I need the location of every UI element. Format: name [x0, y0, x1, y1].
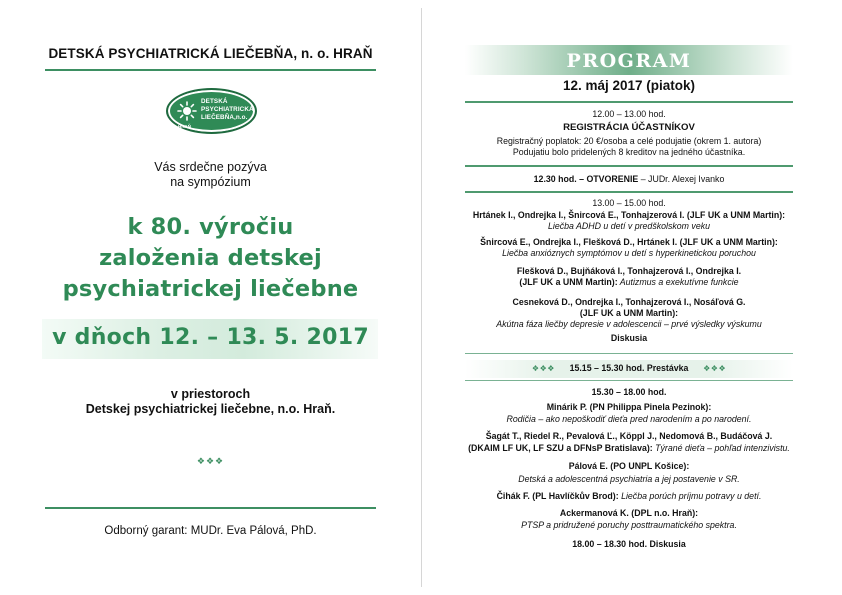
talk-line: [465, 443, 793, 454]
talk-affiliation: (DKAIM LF UK, LF SZU a DFNsP Bratislava):: [468, 443, 653, 453]
talk-title: PTSP a pridružené poruchy posttraumatického spektra.: [521, 520, 737, 530]
organization-logo: [166, 88, 257, 134]
ornament-icon: ❖❖❖: [531, 364, 555, 373]
headline-line-3: psychiatrickej liečebne: [62, 276, 359, 302]
top-rule: [45, 69, 376, 71]
invitation-text: [0, 160, 421, 190]
discussion-label: Diskusia: [610, 333, 648, 343]
symposium-headline: [0, 212, 421, 305]
sun-figure-icon: [177, 101, 197, 121]
opening-row: [465, 174, 793, 185]
talk-authors: Šnircová E., Ondrejka I., Flešková D., Hrtánek I. (JLF UK a UNM Martin):: [480, 237, 778, 247]
registration-fee: Registračný poplatok: 20 €/osoba a celé podujatie (okrem 1. autora): [496, 136, 762, 146]
opening-speaker: – JUDr. Alexej Ivanko: [638, 174, 725, 184]
event-dates: v dňoch 12. – 13. 5. 2017: [52, 325, 369, 350]
registration-credits: Podujatiu bolo pridelených 8 kreditov na jedného účastníka.: [512, 147, 746, 157]
talk-affiliation: (JLF UK a UNM Martin):: [519, 277, 618, 287]
program-title: PROGRAM: [566, 50, 692, 72]
venue: Detskej psychiatrickej liečebne, n.o. Hraň.: [85, 402, 336, 416]
section-separator: [465, 353, 793, 354]
logo-line-2: PSYCHIATRICKÁ: [201, 106, 254, 113]
talk-title: Liečba porúch príjmu potravy u detí.: [618, 491, 762, 501]
talk-title: Rodičia – ako nepoškodiť dieťa pred narodením a po narodení.: [506, 414, 752, 424]
talk-authors: Cesneková D., Ondrejka I., Tonhajzerová I., Nosáľová G.: [512, 297, 746, 307]
talk-authors: Minárik P. (PN Philippa Pinela Pezinok):: [546, 402, 712, 412]
headline-line-1: k 80. výročiu: [127, 214, 294, 240]
logo-line-3: LIEČEBŇA,n.o.: [201, 114, 248, 121]
talk-authors: Čihák F. (PL Havlíčkův Brod):: [496, 491, 619, 501]
program-page: [421, 0, 842, 595]
break-row: [465, 363, 793, 374]
talk-title: Liečba anxióznych symptómov u detí s hyperkinetickou poruchou: [502, 248, 756, 258]
ornament-divider: ❖❖❖: [196, 456, 225, 466]
invite-line-1: Vás srdečne pozýva: [154, 160, 267, 174]
registration-time: 12.00 – 13.00 hod.: [592, 109, 666, 119]
scientific-guarantor: Odborný garant: MUDr. Eva Pálová, PhD.: [104, 525, 317, 537]
talk-line: [465, 277, 793, 288]
talk-affiliation: (JLF UK a UNM Martin):: [579, 308, 679, 318]
invite-line-2: na sympózium: [170, 175, 251, 189]
opening-time: 12.30 hod. – OTVORENIE: [533, 174, 639, 184]
section-separator: [465, 101, 793, 103]
program-date: 12. máj 2017 (piatok): [562, 78, 696, 93]
talk-authors: Flešková D., Bujňáková I., Tonhajzerová I., Ondrejka I.: [516, 266, 742, 276]
talk-authors: Hrtánek I., Ondrejka I., Šnircová E., Tonhajzerová I. (JLF UK a UNM Martin):: [472, 210, 786, 220]
block2-time: 15.30 – 18.00 hod.: [591, 387, 667, 397]
section-separator: [465, 165, 793, 167]
talk-title: Liečba ADHD u detí v predškolskom veku: [548, 221, 710, 231]
section-separator: [465, 191, 793, 193]
talk-authors: Šagát T., Riedel R., Pevalová Ľ., Köppl J., Nedomová B., Budáčová J.: [485, 431, 773, 441]
talk-authors: Pálová E. (PO UNPL Košice):: [568, 461, 690, 471]
break-label: 15.15 – 15.30 hod. Prestávka: [569, 363, 689, 373]
registration-title: REGISTRÁCIA ÚČASTNÍKOV: [563, 122, 695, 133]
talk-title: Autizmus a exekutívne funkcie: [617, 277, 739, 287]
talk-line: [465, 491, 793, 502]
bottom-rule: [45, 507, 376, 509]
talk-title: Týrané dieťa – pohľad intenzivistu.: [652, 443, 790, 453]
logo-text: [201, 98, 257, 122]
ornament-icon: ❖❖❖: [703, 364, 727, 373]
closing-discussion: 18.00 – 18.30 hod. Diskusia: [572, 539, 686, 549]
organization-title: DETSKÁ PSYCHIATRICKÁ LIEČEBŇA, n. o. HRAŇ: [48, 46, 373, 61]
section-separator: [465, 380, 793, 381]
talk-title: Detská a adolescentná psychiatria a jej postavenie v SR.: [518, 474, 740, 484]
talk-title: Akútna fáza liečby depresie v adolescencii – prvé výsledky výskumu: [496, 319, 762, 329]
logo-place: HRAŇ: [178, 124, 191, 129]
venue-label: v priestoroch: [170, 387, 251, 401]
block1-time: 13.00 – 15.00 hod.: [592, 198, 666, 208]
headline-line-2: založenia detskej: [99, 245, 322, 271]
talk-authors: Ackermanová K. (DPL n.o. Hraň):: [559, 508, 699, 518]
logo-line-1: DETSKÁ: [201, 98, 228, 105]
